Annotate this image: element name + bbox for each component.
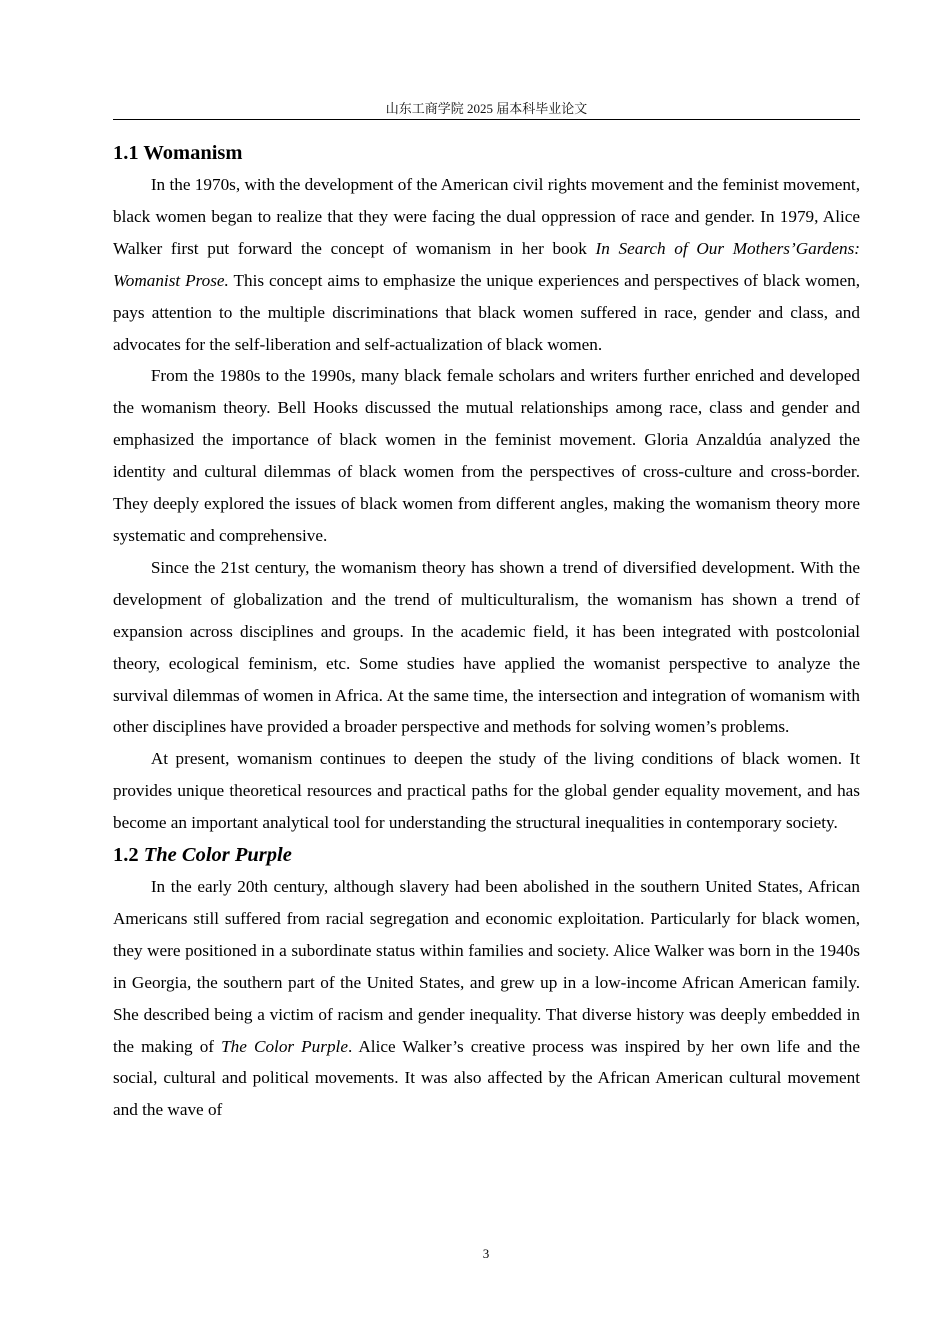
page-number: 3 <box>482 1246 490 1261</box>
section-title: The Color Purple <box>143 844 292 867</box>
section-heading-womanism <box>113 137 860 169</box>
paragraph-text: This concept aims to emphasize the unique experiences and perspectives of black women, pays attention to the multiple discriminations that black women suffered in race, gender and class, and advocates for the self-liberation and self-actualization of black women. <box>113 270 860 354</box>
paragraph-womanism-origin <box>113 169 860 360</box>
paragraph-color-purple-background <box>113 871 860 1126</box>
section-heading-color-purple <box>113 839 860 871</box>
paragraph-womanism-development: From the 1980s to the 1990s, many black female scholars and writers further enriched and developed the womanism theory. Bell Hooks discussed the mutual relationships among race, class and gender and emphasized the importance of black women in the feminist movement. Gloria Anzaldúa analyzed the identity and cultural dilemmas of black women from the perspectives of cross-culture and cross-border. They deeply explored the issues of black women from different angles, making the womanism theory more systematic and comprehensive. <box>113 366 860 545</box>
paragraph-text: In the early 20th century, although slavery had been abolished in the southern United States, African Americans still suffered from racial segregation and economic exploitation. Particularly for black women, they were positioned in a subordinate status within families and society. Alice Walker was born in the 1940s in Georgia, the southern part of the United States, and grew up in a low-income African American family. She described being a victim of racism and gender inequality. That diverse history was deeply embedded in the making of <box>113 877 860 1056</box>
section-number: 1.1 <box>113 142 139 164</box>
paragraph-text: . Alice Walker’s creative process was inspired by her own life and the social, cultural and political movements. It was also affected by the African American cultural movement and the wave of <box>113 1036 860 1120</box>
paragraph-text: In the 1970s, with the development of the American civil rights movement and the feminist movement, black women began to realize that they were facing the dual oppression of race and gender. In 1979, Alice Walker first put forward the concept of womanism in her book <box>113 175 860 258</box>
header-rule <box>113 119 860 120</box>
book-title-color-purple: The Color Purple <box>221 1036 348 1056</box>
running-header: 山东工商学院 2025 届本科毕业论文 <box>385 101 588 116</box>
section-number: 1.2 <box>113 844 139 867</box>
book-title-in-search: In Search of Our Mothers’Gardens: Womanist Prose. <box>113 238 861 290</box>
page-body <box>113 137 860 1126</box>
paragraph-womanism-21st-century: Since the 21st century, the womanism theory has shown a trend of diversified development. With the development of globalization and the trend of multiculturalism, the womanism has shown a trend of expansion across disciplines and groups. In the academic field, it has been integrated with postcolonial theory, ecological feminism, etc. Some studies have applied the womanist perspective to analyze the survival dilemmas of women in Africa. At the same time, the intersection and integration of womanism with other disciplines have provided a broader perspective and methods for solving women’s problems. <box>113 557 860 737</box>
paragraph-womanism-present: At present, womanism continues to deepen the study of the living conditions of black women. It provides unique theoretical resources and practical paths for the global gender equality movement, and has become an important analytical tool for understanding the structural inequalities in contemporary society. <box>113 749 860 833</box>
section-title: Womanism <box>143 142 243 164</box>
